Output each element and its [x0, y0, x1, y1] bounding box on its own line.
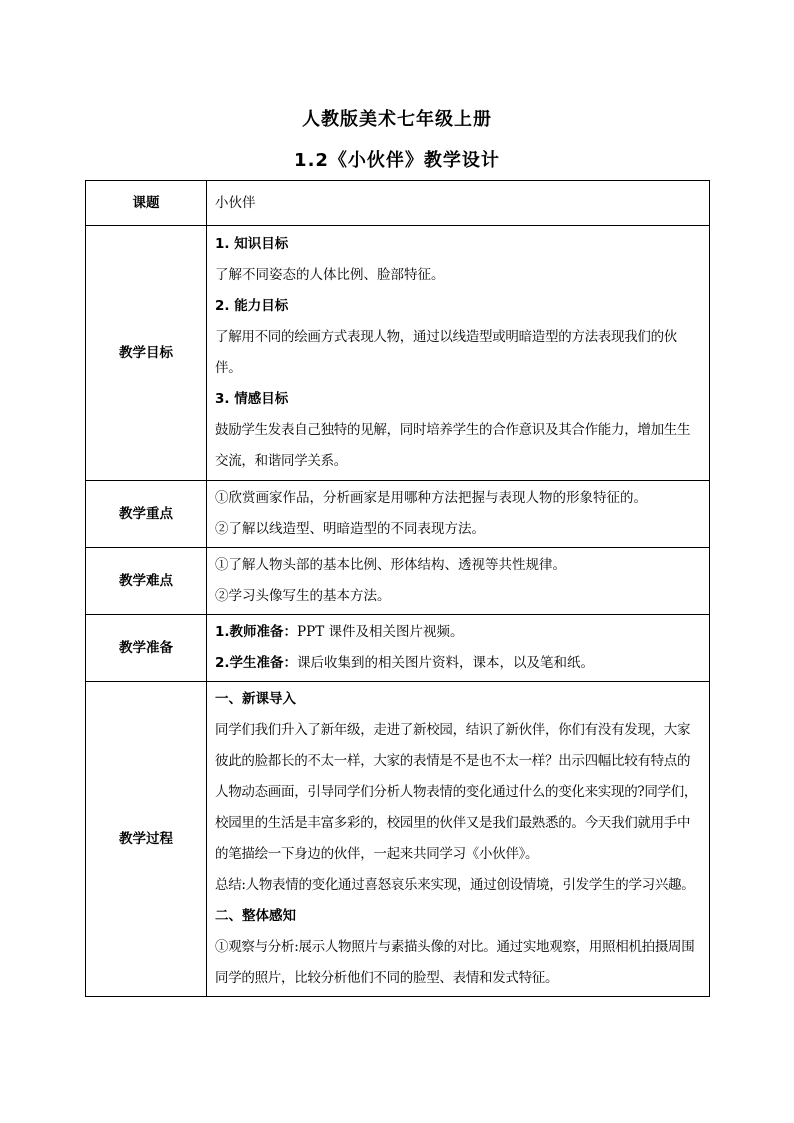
preparation-teacher-text: PPT 课件及相关图片视频。 [297, 624, 464, 640]
preparation-student-prefix: 2.学生准备： [215, 655, 298, 671]
topic-value: 小伙伴 [215, 194, 256, 211]
goal-text-knowledge: 了解不同姿态的人体比例、脸部特征。 [215, 267, 445, 283]
preparation-student [215, 648, 703, 679]
goal-heading-ability: 2. 能力目标 [215, 298, 289, 314]
goal-text-emotion: 鼓励学生发表自己独特的见解，同时培养学生的合作意识及其合作能力，增加生生交流，和谐同学关系。 [215, 422, 691, 469]
preparation-teacher [215, 617, 703, 648]
preparation-teacher-prefix: 1.教师准备： [215, 624, 298, 640]
topic-label: 课题 [86, 181, 207, 226]
table-row-key-points [86, 481, 710, 548]
goals-label: 教学目标 [86, 226, 207, 481]
document-title: 人教版美术七年级上册 [302, 109, 492, 130]
table-row-difficulties [86, 548, 710, 615]
preparation-student-text: 课后收集到的相关图片资料，课本，以及笔和纸。 [297, 655, 595, 671]
difficulties-label: 教学难点 [86, 548, 207, 615]
difficulty-2: ②学习头像写生的基本方法。 [215, 588, 391, 604]
process-heading-intro: 一、新课导入 [215, 691, 296, 707]
key-point-1: ①欣赏画家作品，分析画家是用哪种方法把握与表现人物的形象特征的。 [215, 490, 647, 506]
key-points-label: 教学重点 [86, 481, 207, 548]
table-row-goals [86, 226, 710, 481]
difficulty-1: ①了解人物头部的基本比例、形体结构、透视等共性规律。 [215, 557, 566, 573]
process-label: 教学过程 [86, 682, 207, 997]
key-point-2: ②了解以线造型、明暗造型的不同表现方法。 [215, 521, 485, 537]
table-row-process [86, 682, 710, 997]
document-subtitle: 1.2《小伙伴》教学设计 [294, 150, 500, 171]
process-heading-perception: 二、整体感知 [215, 908, 296, 924]
preparation-label: 教学准备 [86, 615, 207, 682]
process-intro-summary: 总结:人物表情的变化通过喜怒哀乐来实现，通过创设情境，引发学生的学习兴趣。 [215, 877, 695, 893]
goal-text-ability: 了解用不同的绘画方式表现人物，通过以线造型或明暗造型的方法表现我们的伙伴。 [215, 329, 677, 376]
goal-heading-knowledge: 1. 知识目标 [215, 236, 289, 252]
lesson-plan-table [85, 180, 710, 997]
goal-heading-emotion: 3. 情感目标 [215, 391, 289, 407]
process-perception-text: ①观察与分析:展示人物照片与素描头像的对比。通过实地观察，用照相机拍摄周围同学的照片，比较分析他们不同的脸型、表情和发式特征。 [215, 939, 695, 986]
table-row-topic [86, 181, 710, 226]
table-row-preparation [86, 615, 710, 682]
process-intro-text: 同学们我们升入了新年级，走进了新校园，结识了新伙伴，你们有没有发现，大家彼此的脸都长的不太一样，大家的表情是不是也不太一样？出示四幅比较有特点的人物动态画面，引导同学们分析人物表情的变化通过什么的变化来实现的?同学们，校园里的生活是丰富多彩的，校园里的伙伴又是我们最熟悉的。今天我们就用手中的笔描绘一下身边的伙伴，一起来共同学习《小伙伴》。 [215, 722, 698, 862]
